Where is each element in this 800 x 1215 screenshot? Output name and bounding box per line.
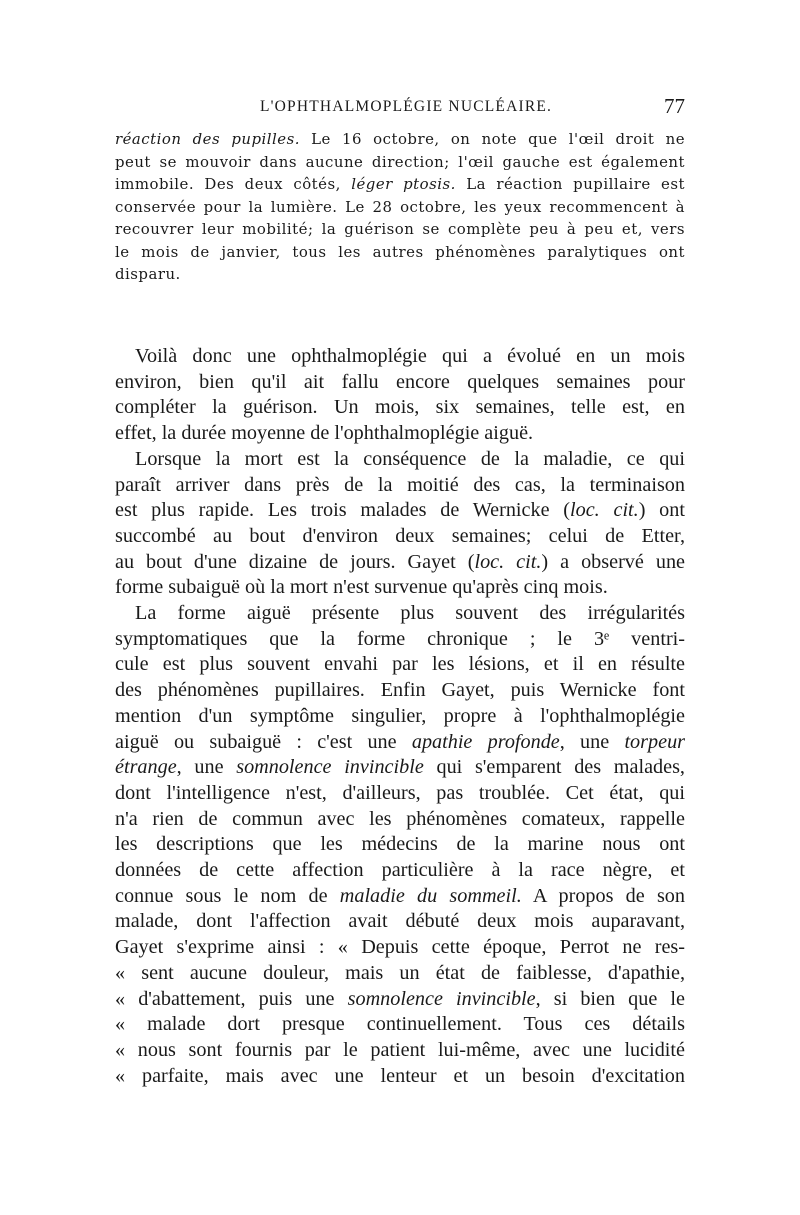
text-line: étrange, une somnolence invincible qui s'emparent des malades, bbox=[115, 756, 685, 779]
text-line: environ, bien qu'il ait fallu encore quelques semaines pour bbox=[115, 370, 685, 393]
paragraph-3 bbox=[115, 601, 685, 1089]
text-line: symptomatiques que la forme chronique ; le 3ᵉ ventri- bbox=[115, 627, 685, 650]
text-line: immobile. Des deux côtés, léger ptosis. La réaction pupillaire est bbox=[115, 175, 685, 193]
text-line: des phénomènes pupillaires. Enfin Gayet, puis Wernicke font bbox=[115, 679, 685, 702]
text-line: au bout d'une dizaine de jours. Gayet (loc. cit.) a observé une bbox=[115, 550, 685, 573]
page-number: 77 bbox=[664, 94, 685, 118]
paragraph-1 bbox=[115, 344, 685, 447]
running-head bbox=[115, 96, 685, 122]
text-line: connue sous le nom de maladie du sommeil. A propos de son bbox=[115, 884, 685, 907]
paragraph-2 bbox=[115, 447, 685, 601]
text-line: mention d'un symptôme singulier, propre à l'ophthalmoplégie bbox=[115, 704, 685, 727]
text-line: données de cette affection particulière à la race nègre, et bbox=[115, 859, 685, 882]
text-line: « nous sont fournis par le patient lui-même, avec une lucidité bbox=[115, 1038, 685, 1061]
text-line: réaction des pupilles. Le 16 octobre, on note que l'œil droit ne bbox=[115, 130, 686, 148]
main-text bbox=[115, 344, 685, 1089]
text-line: « d'abattement, puis une somnolence invincible, si bien que le bbox=[115, 987, 685, 1010]
text-line: compléter la guérison. Un mois, six semaines, telle est, en bbox=[115, 396, 685, 419]
text-line: aiguë ou subaiguë : c'est une apathie profonde, une torpeur bbox=[115, 730, 686, 753]
text-line: La forme aiguë présente plus souvent des irrégularités bbox=[135, 602, 685, 625]
text-line: disparu. bbox=[115, 265, 181, 283]
text-line: Voilà donc une ophthalmoplégie qui a évolué en un mois bbox=[135, 345, 685, 367]
text-line: Gayet s'exprime ainsi : « Depuis cette époque, Perrot ne res- bbox=[115, 936, 685, 959]
text-line: « malade dort presque continuellement. Tous ces détails bbox=[115, 1013, 685, 1036]
text-line: effet, la durée moyenne de l'ophthalmoplégie aiguë. bbox=[115, 422, 534, 445]
text-line: peut se mouvoir dans aucune direction; l'œil gauche est également bbox=[115, 152, 685, 171]
text-line: conservée pour la lumière. Le 28 octobre, les yeux recommencent à bbox=[115, 197, 685, 216]
text-line: est plus rapide. Les trois malades de Wernicke (loc. cit.) ont bbox=[115, 499, 685, 522]
text-line: forme subaiguë où la mort n'est survenue qu'après cinq mois. bbox=[115, 576, 608, 599]
text-line: malade, dont l'affection avait débuté deux mois auparavant, bbox=[115, 910, 685, 933]
text-line: Lorsque la mort est la conséquence de la maladie, ce qui bbox=[135, 447, 685, 470]
text-line: « parfaite, mais avec une lenteur et un besoin d'excitation bbox=[115, 1064, 685, 1087]
text-line: dont l'intelligence n'est, d'ailleurs, pas troublée. Cet état, qui bbox=[115, 781, 685, 804]
text-line: paraît arriver dans près de la moitié des cas, la terminaison bbox=[115, 473, 685, 496]
text-line: n'a rien de commun avec les phénomènes comateux, rappelle bbox=[115, 807, 685, 830]
text-line: succombé au bout d'environ deux semaines; celui de Etter, bbox=[115, 524, 685, 547]
running-title: L'OPHTHALMOPLÉGIE NUCLÉAIRE. bbox=[260, 98, 553, 115]
text-line: cule est plus souvent envahi par les lésions, et il en résulte bbox=[115, 653, 685, 676]
case-report-paragraph bbox=[115, 128, 685, 286]
text-line: recouvrer leur mobilité; la guérison se complète peu à peu et, vers bbox=[115, 220, 685, 238]
text-line: les descriptions que les médecins de la marine nous ont bbox=[115, 833, 685, 856]
text-line: « sent aucune douleur, mais un état de faiblesse, d'apathie, bbox=[115, 961, 685, 984]
text-line: le mois de janvier, tous les autres phénomènes paralytiques ont bbox=[115, 242, 685, 261]
